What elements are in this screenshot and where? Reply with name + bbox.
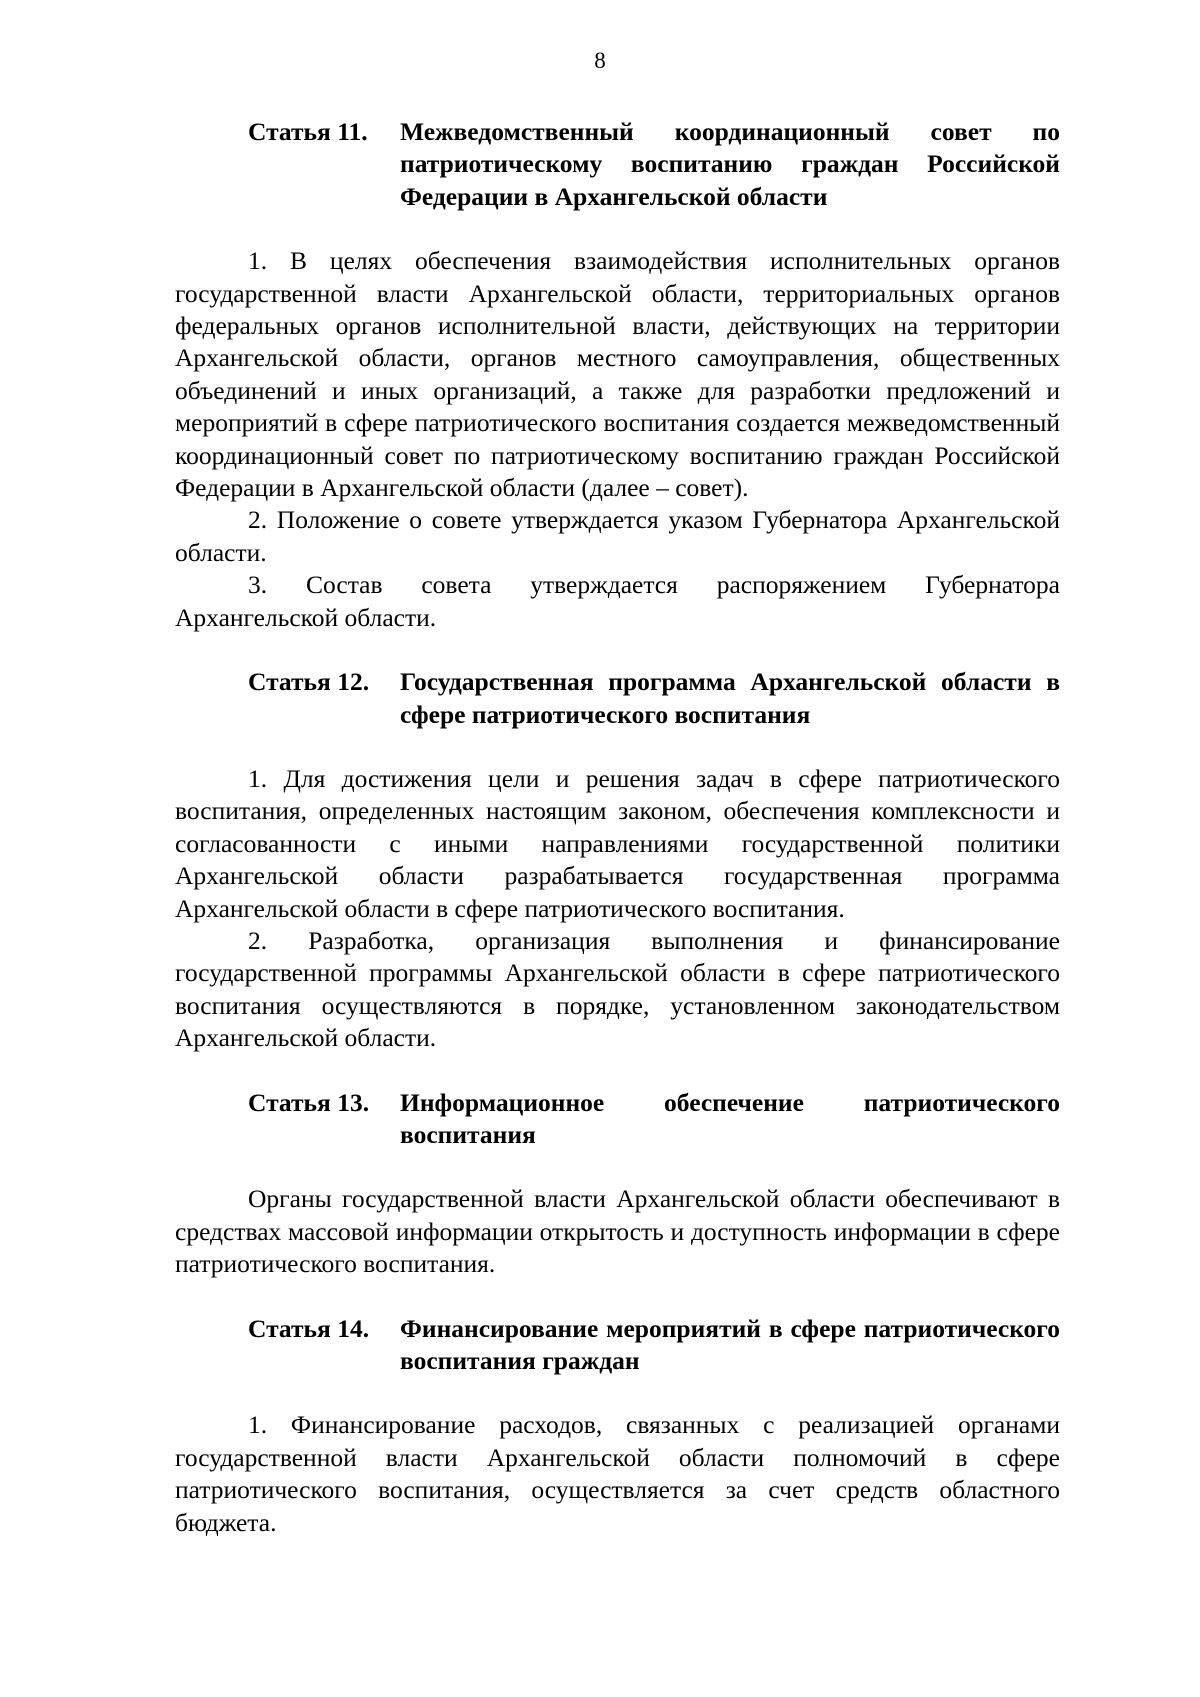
article-label: Статья 13. xyxy=(248,1087,370,1117)
article-heading-14 xyxy=(175,1313,1060,1378)
article-title: Государственная программа Архангельской области в сфере патриотического воспитания xyxy=(400,667,1060,729)
article-label: Статья 11. xyxy=(248,117,368,146)
paragraph: Органы государственной власти Архангельской области обеспечивают в средствах массовой информации открытость и доступность информации в сфере патриотического воспитания. xyxy=(175,1184,1060,1279)
article-heading-13 xyxy=(175,1087,1060,1152)
paragraph: 1. Для достижения цели и решения задач в сфере патриотического воспитания, определенных настоящим законом, обеспечения комплексности и согласованности с иными направлениями государственной политики Архангельской области разрабатывается государственная программа Архангельской области в сфере патриотического воспитания. xyxy=(175,763,1060,923)
article-heading-12 xyxy=(175,666,1060,731)
document-body xyxy=(175,116,1060,1539)
article-label: Статья 12. xyxy=(248,667,370,697)
paragraph: 1. В целях обеспечения взаимодействия исполнительных органов государственной власти Архангельской области, территориальных органов федеральных органов исполнительной власти, действующих на территории Архангельской области, органов местного самоуправления, общественных объединений и иных организаций, а также для разработки предложений и мероприятий в сфере патриотического воспитания создается межведомственный координационный совет по патриотическому воспитанию граждан Российской Федерации в Архангельской области (далее – совет). xyxy=(175,246,1060,503)
paragraph: 3. Состав совета утверждается распоряжением Губернатора Архангельской области. xyxy=(175,570,1060,632)
article-label: Статья 14. xyxy=(248,1313,370,1343)
article-title: Межведомственный координационный совет по патриотическому воспитанию граждан Российской Федерации в Архангельской области xyxy=(400,117,1060,211)
page-number: 8 xyxy=(594,48,606,73)
paragraph: 2. Положение о совете утверждается указом Губернатора Архангельской области. xyxy=(175,505,1060,567)
paragraph: 1. Финансирование расходов, связанных с реализацией органами государственной власти Архангельской области полномочий в сфере патриотического воспитания, осуществляется за счет средств областного бюджета. xyxy=(175,1410,1060,1537)
article-title: Информационное обеспечение патриотического воспитания xyxy=(400,1087,1060,1149)
article-title: Финансирование мероприятий в сфере патриотического воспитания граждан xyxy=(400,1313,1060,1375)
article-heading-11 xyxy=(175,116,1060,213)
paragraph: 2. Разработка, организация выполнения и финансирование государственной программы Архангельской области в сфере патриотического воспитания осуществляются в порядке, установленном законодательством Архангельской области. xyxy=(175,925,1060,1053)
